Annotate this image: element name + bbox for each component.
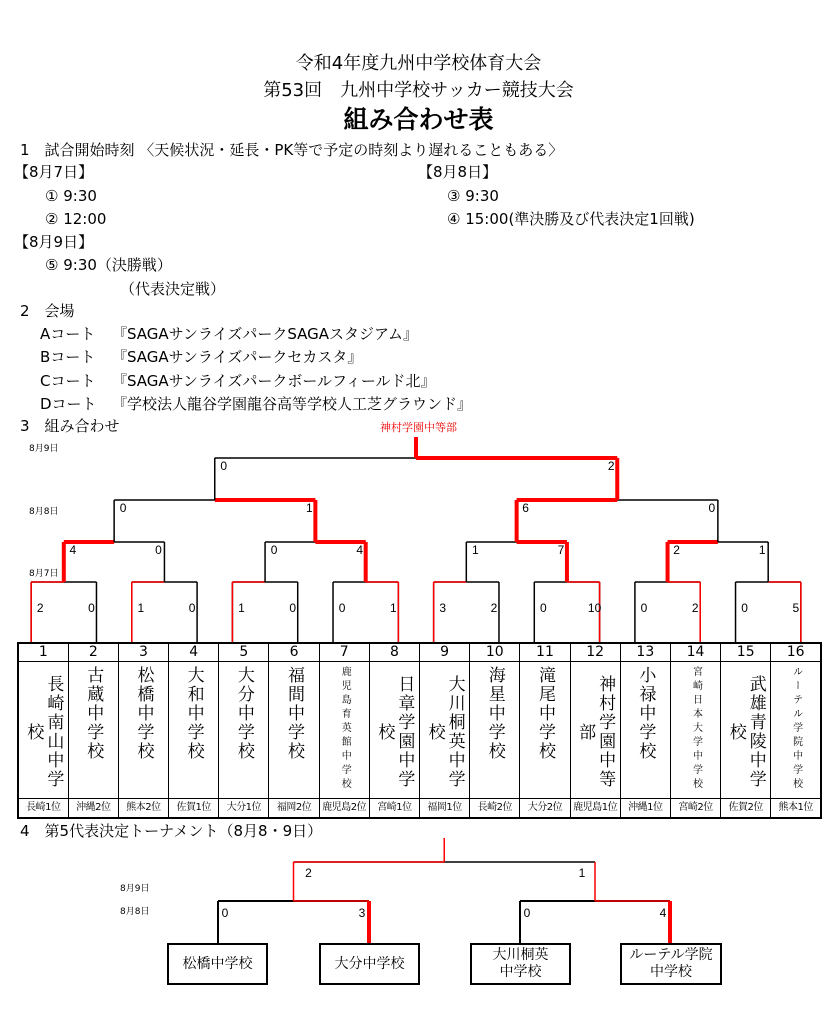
team-table <box>17 642 822 819</box>
score-left: 2 <box>673 543 680 557</box>
schedule-5: ⑤ 9:30（決勝戦） <box>45 256 172 274</box>
title-line2: 第53回 九州中学校サッカー競技大会 <box>263 80 574 101</box>
team-qualification: 大分1位 <box>219 799 269 819</box>
score-left: 0 <box>220 459 228 473</box>
team-name-cell <box>118 662 168 799</box>
court-a-name: 『SAGAサンライズパークSAGAスタジアム』 <box>112 325 418 343</box>
team-name-cell <box>169 662 219 799</box>
sub-final-score-left: 2 <box>305 866 312 880</box>
team-qualification: 沖縄1位 <box>620 799 670 819</box>
team-number: 4 <box>169 643 219 662</box>
score-right: 0 <box>188 601 196 615</box>
team-name-cell <box>18 662 68 799</box>
score-left: 0 <box>539 601 547 615</box>
team-name-cell <box>68 662 118 799</box>
team-number: 16 <box>771 643 821 662</box>
team-name: 神村学園中等部 <box>575 675 616 789</box>
team-name: 大分中学校 <box>233 666 254 761</box>
score-right: 1 <box>306 501 313 515</box>
score-left: 4 <box>69 543 77 557</box>
day3-label: 【8月9日】 <box>14 233 94 251</box>
team-name-cell <box>319 662 369 799</box>
team-number: 11 <box>520 643 570 662</box>
team-number: 1 <box>18 643 68 662</box>
date-label-final: 8月9日 <box>29 444 59 454</box>
court-c-name: 『SAGAサンライズパークボールフィールド北』 <box>112 372 436 390</box>
schedule-4: ④ 15:00(準決勝及び代表決定1回戦) <box>447 210 695 228</box>
team-name: 大川桐英中学校 <box>424 675 465 789</box>
team-number: 5 <box>219 643 269 662</box>
team-number: 6 <box>269 643 319 662</box>
team-number: 13 <box>620 643 670 662</box>
score-left: 0 <box>640 601 648 615</box>
court-d-label: Dコート <box>40 395 97 413</box>
team-name: 武雄青陵中学校 <box>725 675 766 789</box>
team-name: 海星中学校 <box>484 666 505 761</box>
score-right: 0 <box>289 601 297 615</box>
team-number: 2 <box>68 643 118 662</box>
team-number: 12 <box>570 643 620 662</box>
court-b-label: Bコート <box>40 348 96 366</box>
team-name: 福間中学校 <box>284 666 305 761</box>
sub-final-score-right: 1 <box>578 866 586 880</box>
day1-label: 【8月7日】 <box>14 163 94 181</box>
sub-team-box: 松橋中学校 <box>167 943 268 985</box>
team-qualification: 宮崎2位 <box>670 799 720 819</box>
score-left: 0 <box>270 543 278 557</box>
sub-team-box: 大分中学校 <box>319 943 420 985</box>
team-qualification: 沖縄2位 <box>68 799 118 819</box>
team-name: 小禄中学校 <box>635 666 656 761</box>
score-left: 2 <box>36 601 44 615</box>
champion-label: 神村学園中等部 <box>380 421 457 434</box>
team-name-cell <box>369 662 419 799</box>
title-line1: 令和4年度九州中学校体育大会 <box>295 53 542 74</box>
score-right: 0 <box>708 501 716 515</box>
score-left: 0 <box>338 601 346 615</box>
score-right: 2 <box>607 459 615 473</box>
court-c-label: Cコート <box>40 372 96 390</box>
score-right: 7 <box>557 543 565 557</box>
score-right: 2 <box>691 601 699 615</box>
team-name-cell <box>520 662 570 799</box>
schedule-3: ③ 9:30 <box>447 187 499 205</box>
score-right: 4 <box>356 543 364 557</box>
team-name: 大和中学校 <box>183 666 204 761</box>
schedule-5b: （代表決定戦） <box>120 280 226 298</box>
sub-score-right: 3 <box>358 906 366 920</box>
team-name-cell <box>269 662 319 799</box>
team-qualification: 宮崎1位 <box>369 799 419 819</box>
team-name-cell <box>771 662 821 799</box>
sub-score-left: 0 <box>523 906 531 920</box>
team-name: ルーテル学院中学校 <box>790 666 802 792</box>
team-qualification: 長崎2位 <box>470 799 520 819</box>
team-qualification: 佐賀1位 <box>169 799 219 819</box>
date-label-semis: 8月8日 <box>29 507 59 517</box>
team-name: 滝尾中学校 <box>534 666 555 761</box>
team-name: 日章学園中学校 <box>374 675 415 789</box>
team-name-cell <box>670 662 720 799</box>
court-b-name: 『SAGAサンライズパークセカスタ』 <box>112 348 363 366</box>
section1-title: 1 試合開始時刻 〈天候状況・延長・PK等で予定の時刻より遅れることもある〉 <box>20 141 564 159</box>
sub-date-semis: 8月8日 <box>120 907 150 917</box>
court-d-name: 『学校法人龍谷学園龍谷高等学校人工芝グラウンド』 <box>112 395 473 413</box>
team-number: 3 <box>118 643 168 662</box>
team-name: 長崎南山中学校 <box>23 675 64 789</box>
team-name-cell <box>721 662 771 799</box>
court-a-label: Aコート <box>40 325 96 343</box>
section2-title: 2 会場 <box>20 302 75 320</box>
score-left: 3 <box>439 601 446 615</box>
schedule-1: ① 9:30 <box>45 187 97 205</box>
team-qualification: 熊本1位 <box>771 799 821 819</box>
score-right: 0 <box>88 601 95 615</box>
team-qualification: 熊本2位 <box>118 799 168 819</box>
team-qualification: 福岡2位 <box>269 799 319 819</box>
day2-label: 【8月8日】 <box>418 163 498 181</box>
team-name-cell <box>219 662 269 799</box>
score-right: 5 <box>792 601 800 615</box>
score-left: 0 <box>741 601 748 615</box>
schedule-2: ② 12:00 <box>45 210 107 228</box>
score-left: 0 <box>119 501 127 515</box>
team-number: 15 <box>721 643 771 662</box>
team-qualification: 鹿児島1位 <box>570 799 620 819</box>
score-left: 1 <box>137 601 145 615</box>
team-qualification: 大分2位 <box>520 799 570 819</box>
sub-score-left: 0 <box>221 906 229 920</box>
score-left: 1 <box>238 601 245 615</box>
sub-team-box: ルーテル学院 中学校 <box>620 943 722 985</box>
team-qualification: 鹿児島2位 <box>319 799 369 819</box>
score-left: 6 <box>522 501 529 515</box>
team-number: 7 <box>319 643 369 662</box>
team-name-cell <box>420 662 470 799</box>
team-name-cell <box>570 662 620 799</box>
team-name: 松橋中学校 <box>133 666 154 761</box>
team-qualification: 福岡1位 <box>420 799 470 819</box>
date-label-round1: 8月7日 <box>29 569 59 579</box>
team-number: 9 <box>420 643 470 662</box>
score-right: 1 <box>758 543 766 557</box>
team-name: 鹿児島育英館中学校 <box>339 666 351 792</box>
sub-score-right: 4 <box>659 906 667 920</box>
score-right: 0 <box>155 543 162 557</box>
section4-title: 4 第5代表決定トーナメント（8月8・9日） <box>20 822 323 840</box>
section3-title: 3 組み合わせ <box>20 417 120 435</box>
team-name: 宮崎日本大学中学校 <box>690 666 702 792</box>
team-qualification: 長崎1位 <box>18 799 68 819</box>
team-number: 10 <box>470 643 520 662</box>
team-number: 8 <box>369 643 419 662</box>
sub-date-final: 8月9日 <box>120 884 150 894</box>
sub-team-box: 大川桐英 中学校 <box>470 943 571 985</box>
team-qualification: 佐賀2位 <box>721 799 771 819</box>
team-name-cell <box>470 662 520 799</box>
score-right: 10 <box>587 601 602 615</box>
score-right: 2 <box>490 601 498 615</box>
page-title: 組み合わせ表 <box>343 105 494 134</box>
team-number: 14 <box>670 643 720 662</box>
team-name-cell <box>620 662 670 799</box>
team-name: 古蔵中学校 <box>83 666 104 761</box>
score-right: 1 <box>390 601 397 615</box>
score-left: 1 <box>471 543 479 557</box>
